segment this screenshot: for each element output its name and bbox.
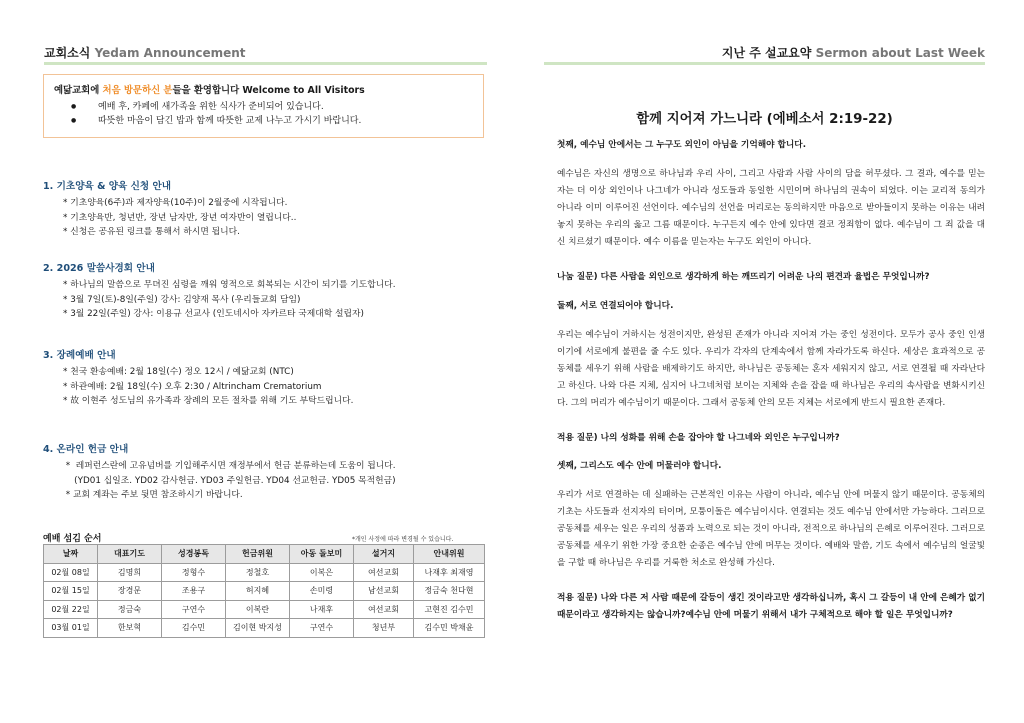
- table-cell: 나재후: [290, 600, 354, 619]
- section-title: 4. 온라인 헌금 안내: [43, 444, 129, 455]
- table-cell: 여선교회: [354, 600, 414, 619]
- service-rota-title: 예배 섬김 순서: [43, 534, 102, 544]
- sermon-paragraph-2: 우리는 예수님이 거하시는 성전이지만, 완성된 존재가 아니라 지어져 가는 중인 성전이다. 모두가 공사 중인 인생이기에 서로에게 불편을 줄 수도 있다. 우리가 각자의 단계속에서 함께 자라가도록 하신다. 세상은 효과적으로 공동체를 세우기 위해 사람을 배제하기도 하지만, 하나님은 공동체는 혼자 세워지지 않고, 서로 연결될 때 자라난다고 하신다. 나와 다른 지체, 심지어 나그네처럼 보이는 지체와 손을 잡을 때 하나님은 우리의 속사람을 변화시키신다. 그의 머리가 예수님이기 때문이다. 그래서 공동체 안의 모든 지체는 서로에게 반드시 필요한 존재다.: [557, 330, 985, 408]
- section-line: * 3월 22일(주일) 강사: 이용규 선교사 (인도네시아 자카르타 국제대학 설립자): [63, 309, 364, 319]
- table-cell: 한보혁: [98, 619, 162, 638]
- section-title: 1. 기초양육 & 양육 신청 안내: [43, 181, 172, 192]
- visitor-title-pre: 예닮교회에: [54, 85, 103, 96]
- table-cell: 김명희: [98, 563, 162, 582]
- table-cell: 고현진 김수민: [414, 600, 485, 619]
- right-header-divider: [544, 62, 985, 65]
- announcement-section-3: [43, 347, 483, 409]
- table-cell: 정형수: [162, 563, 226, 582]
- service-rota-note: *개인 사정에 따라 변경될 수 있습니다.: [352, 536, 454, 543]
- visitor-welcome-item: ● 따뜻한 마음이 담긴 밥과 함께 따뜻한 교제 나누고 가시기 바랍니다.: [54, 114, 473, 128]
- section-line: * 하관예배: 2월 18일(수) 오후 2:30 / Altrincham Crematorium: [63, 381, 322, 392]
- table-row: [44, 619, 485, 638]
- visitor-welcome-box: [43, 74, 484, 138]
- section-line: * 기초양육반, 청년반, 장년 남자반, 장년 여자반이 열립니다..: [63, 212, 297, 223]
- section-line: * 천국 환송예배: 2월 18일(수) 정오 12시 / 예닮교회 (NTC): [63, 367, 294, 377]
- column-header: 성경봉독: [162, 545, 226, 564]
- column-header: 헌금위원: [226, 545, 290, 564]
- table-header-row: [44, 545, 485, 564]
- table-cell: 02월 08일: [44, 563, 98, 582]
- table-cell: 허지혜: [226, 582, 290, 601]
- table-cell: 김수민: [162, 619, 226, 638]
- table-cell: 나재후 최재영: [414, 563, 485, 582]
- section-line: * 신청은 공유된 링크를 통해서 하시면 됩니다.: [63, 227, 240, 237]
- visitor-title-post: 들을 환영합니다 Welcome to All Visitors: [172, 85, 365, 96]
- table-cell: 김수민 박채윤: [414, 619, 485, 638]
- table-cell: 02월 22일: [44, 600, 98, 619]
- table-cell: 여선교회: [354, 563, 414, 582]
- sermon-paragraph-3: 우리가 서로 연결하는 데 실패하는 근본적인 이유는 사람이 아니라, 예수님 안에 머물지 않기 때문이다. 공동체의 기초는 사도들과 선지자의 터이며, 모퉁이돌은 예수님이시다. 연결되는 것도 예수님 안에서만 가능하다. 그러므로 공동체를 세우는 일은 우리의 성품과 노력으로 되는 것이 아니라, 전적으로 하나님의 은혜로 이루어진다. 그러므로 공동체를 세우기 위한 가장 중요한 순종은 예수님 안에 머무는 것이다. 예배와 말씀, 기도 속에서 예수님의 얼굴빛을 구할 때 하나님은 우리를 거룩한 처소로 완성해 가신다.: [557, 490, 985, 568]
- table-cell: 정금숙 천다현: [414, 582, 485, 601]
- column-header: 아동 돌보미: [290, 545, 354, 564]
- application-question-1: 적용 질문) 나의 성화를 위해 손을 잡아야 할 나그네와 외인은 누구입니까?: [557, 433, 840, 443]
- sermon-header: [544, 44, 985, 61]
- sermon-header-ko: 지난 주 설교요약: [721, 46, 812, 60]
- announcement-header-ko: 교회소식: [44, 46, 91, 60]
- sharing-question-1: 나눔 질문) 다른 사람을 외인으로 생각하게 하는 깨뜨리기 어려운 나의 편견과 율법은 무엇입니까?: [557, 272, 930, 282]
- table-cell: 이복은: [290, 563, 354, 582]
- table-cell: 장경문: [98, 582, 162, 601]
- column-header: 안내위원: [414, 545, 485, 564]
- section-line: (YD01 십일조. YD02 감사헌금. YD03 주일헌금. YD04 선교헌금. YD05 목적헌금): [63, 475, 396, 486]
- announcement-section-4: [43, 441, 483, 503]
- column-header: 대표기도: [98, 545, 162, 564]
- announcement-section-1: [43, 178, 483, 240]
- section-line: * 기초양육(6주)과 제자양육(10주)이 2월중에 시작됩니다.: [63, 198, 288, 208]
- column-header: 설거지: [354, 545, 414, 564]
- table-cell: 02월 15일: [44, 582, 98, 601]
- section-line: * 레퍼런스란에 고유넘버를 기입해주시면 재정부에서 헌금 분류하는데 도움이 됩니다.: [63, 461, 396, 471]
- table-cell: 정철호: [226, 563, 290, 582]
- section-title: 3. 장례예배 안내: [43, 350, 116, 361]
- table-cell: 구연수: [162, 600, 226, 619]
- table-cell: 구연수: [290, 619, 354, 638]
- table-cell: 청년부: [354, 619, 414, 638]
- section-line: * 하나님의 말씀으로 무뎌진 심령을 깨워 영적으로 회복되는 시간이 되기를 기도합니다.: [63, 280, 396, 290]
- section-title: 2. 2026 말씀사경회 안내: [43, 263, 155, 274]
- announcement-header-en: Yedam Announcement: [94, 46, 246, 60]
- visitor-welcome-list: [54, 100, 473, 128]
- table-cell: 남선교회: [354, 582, 414, 601]
- sermon-paragraph-1: 예수님은 자신의 생명으로 하나님과 우리 사이, 그리고 사람과 사람 사이의 담을 허무셨다. 그 결과, 예수를 믿는 자는 더 이상 외인이나 나그네가 아니라 성도들과 동일한 시민이며 하나님의 권속이 되었다. 이는 교리적 동의가 아니라 이미 이루어진 선언이다. 예수님의 선언을 머리로는 동의하지만 마음으로 받아들이지 못하는 이유는 내려 놓지 못하는 우리의 옳고 그름 때문이다. 누구든지 예수 안에 있다면 결코 정죄함이 없다. 예수님이 그 죄 값을 대신 치르셨기 때문이다. 예수 이름을 믿는자는 누구도 외인이 아니다.: [557, 169, 985, 247]
- table-cell: 손미령: [290, 582, 354, 601]
- column-header: 날짜: [44, 545, 98, 564]
- visitor-title-highlight: 처음 방문하신 분: [102, 85, 173, 96]
- sermon-point-1: 첫째, 예수님 안에서는 그 누구도 외인이 아님을 기억해야 합니다.: [557, 140, 806, 150]
- table-row: [44, 563, 485, 582]
- visitor-welcome-title: [54, 82, 473, 96]
- section-line: * 3월 7일(토)-8일(주일) 강사: 김양재 목사 (우리들교회 담임): [63, 294, 301, 305]
- sermon-point-3: 셋째, 그리스도 예수 안에 머물러야 합니다.: [557, 461, 722, 471]
- table-cell: 김이현 박지성: [226, 619, 290, 638]
- sermon-header-en: Sermon about Last Week: [815, 46, 985, 60]
- left-header-divider: [44, 62, 487, 65]
- service-rota-table: [43, 544, 485, 638]
- table-cell: 이복란: [226, 600, 290, 619]
- visitor-welcome-item: ● 예배 후, 카페에 새가족을 위한 식사가 준비되어 있습니다.: [54, 100, 473, 114]
- table-row: [44, 582, 485, 601]
- application-question-2: 적용 질문) 나와 다른 저 사람 때문에 갈등이 생긴 것이라고만 생각하십니까, 혹시 그 갈등이 내 안에 은혜가 없기 때문이라고 생각하지는 않습니까?예수님 안에 머물기 위해서 내가 구체적으로 해야 할 일은 무엇입니까?: [557, 593, 985, 620]
- section-line: * 교회 계좌는 주보 뒷면 참조하시기 바랍니다.: [63, 490, 243, 500]
- sermon-point-2: 둘째, 서로 연결되어야 합니다.: [557, 301, 674, 311]
- table-cell: 조용구: [162, 582, 226, 601]
- sermon-title: 함께 지어져 가느니라 (에베소서 2:19-22): [636, 112, 893, 127]
- announcement-header: [44, 44, 246, 61]
- announcement-section-2: [43, 260, 483, 322]
- table-cell: 정금숙: [98, 600, 162, 619]
- table-row: [44, 600, 485, 619]
- section-line: * 故 이현주 성도님의 유가족과 장례의 모든 절차를 위해 기도 부탁드립니다.: [63, 396, 354, 406]
- table-cell: 03월 01일: [44, 619, 98, 638]
